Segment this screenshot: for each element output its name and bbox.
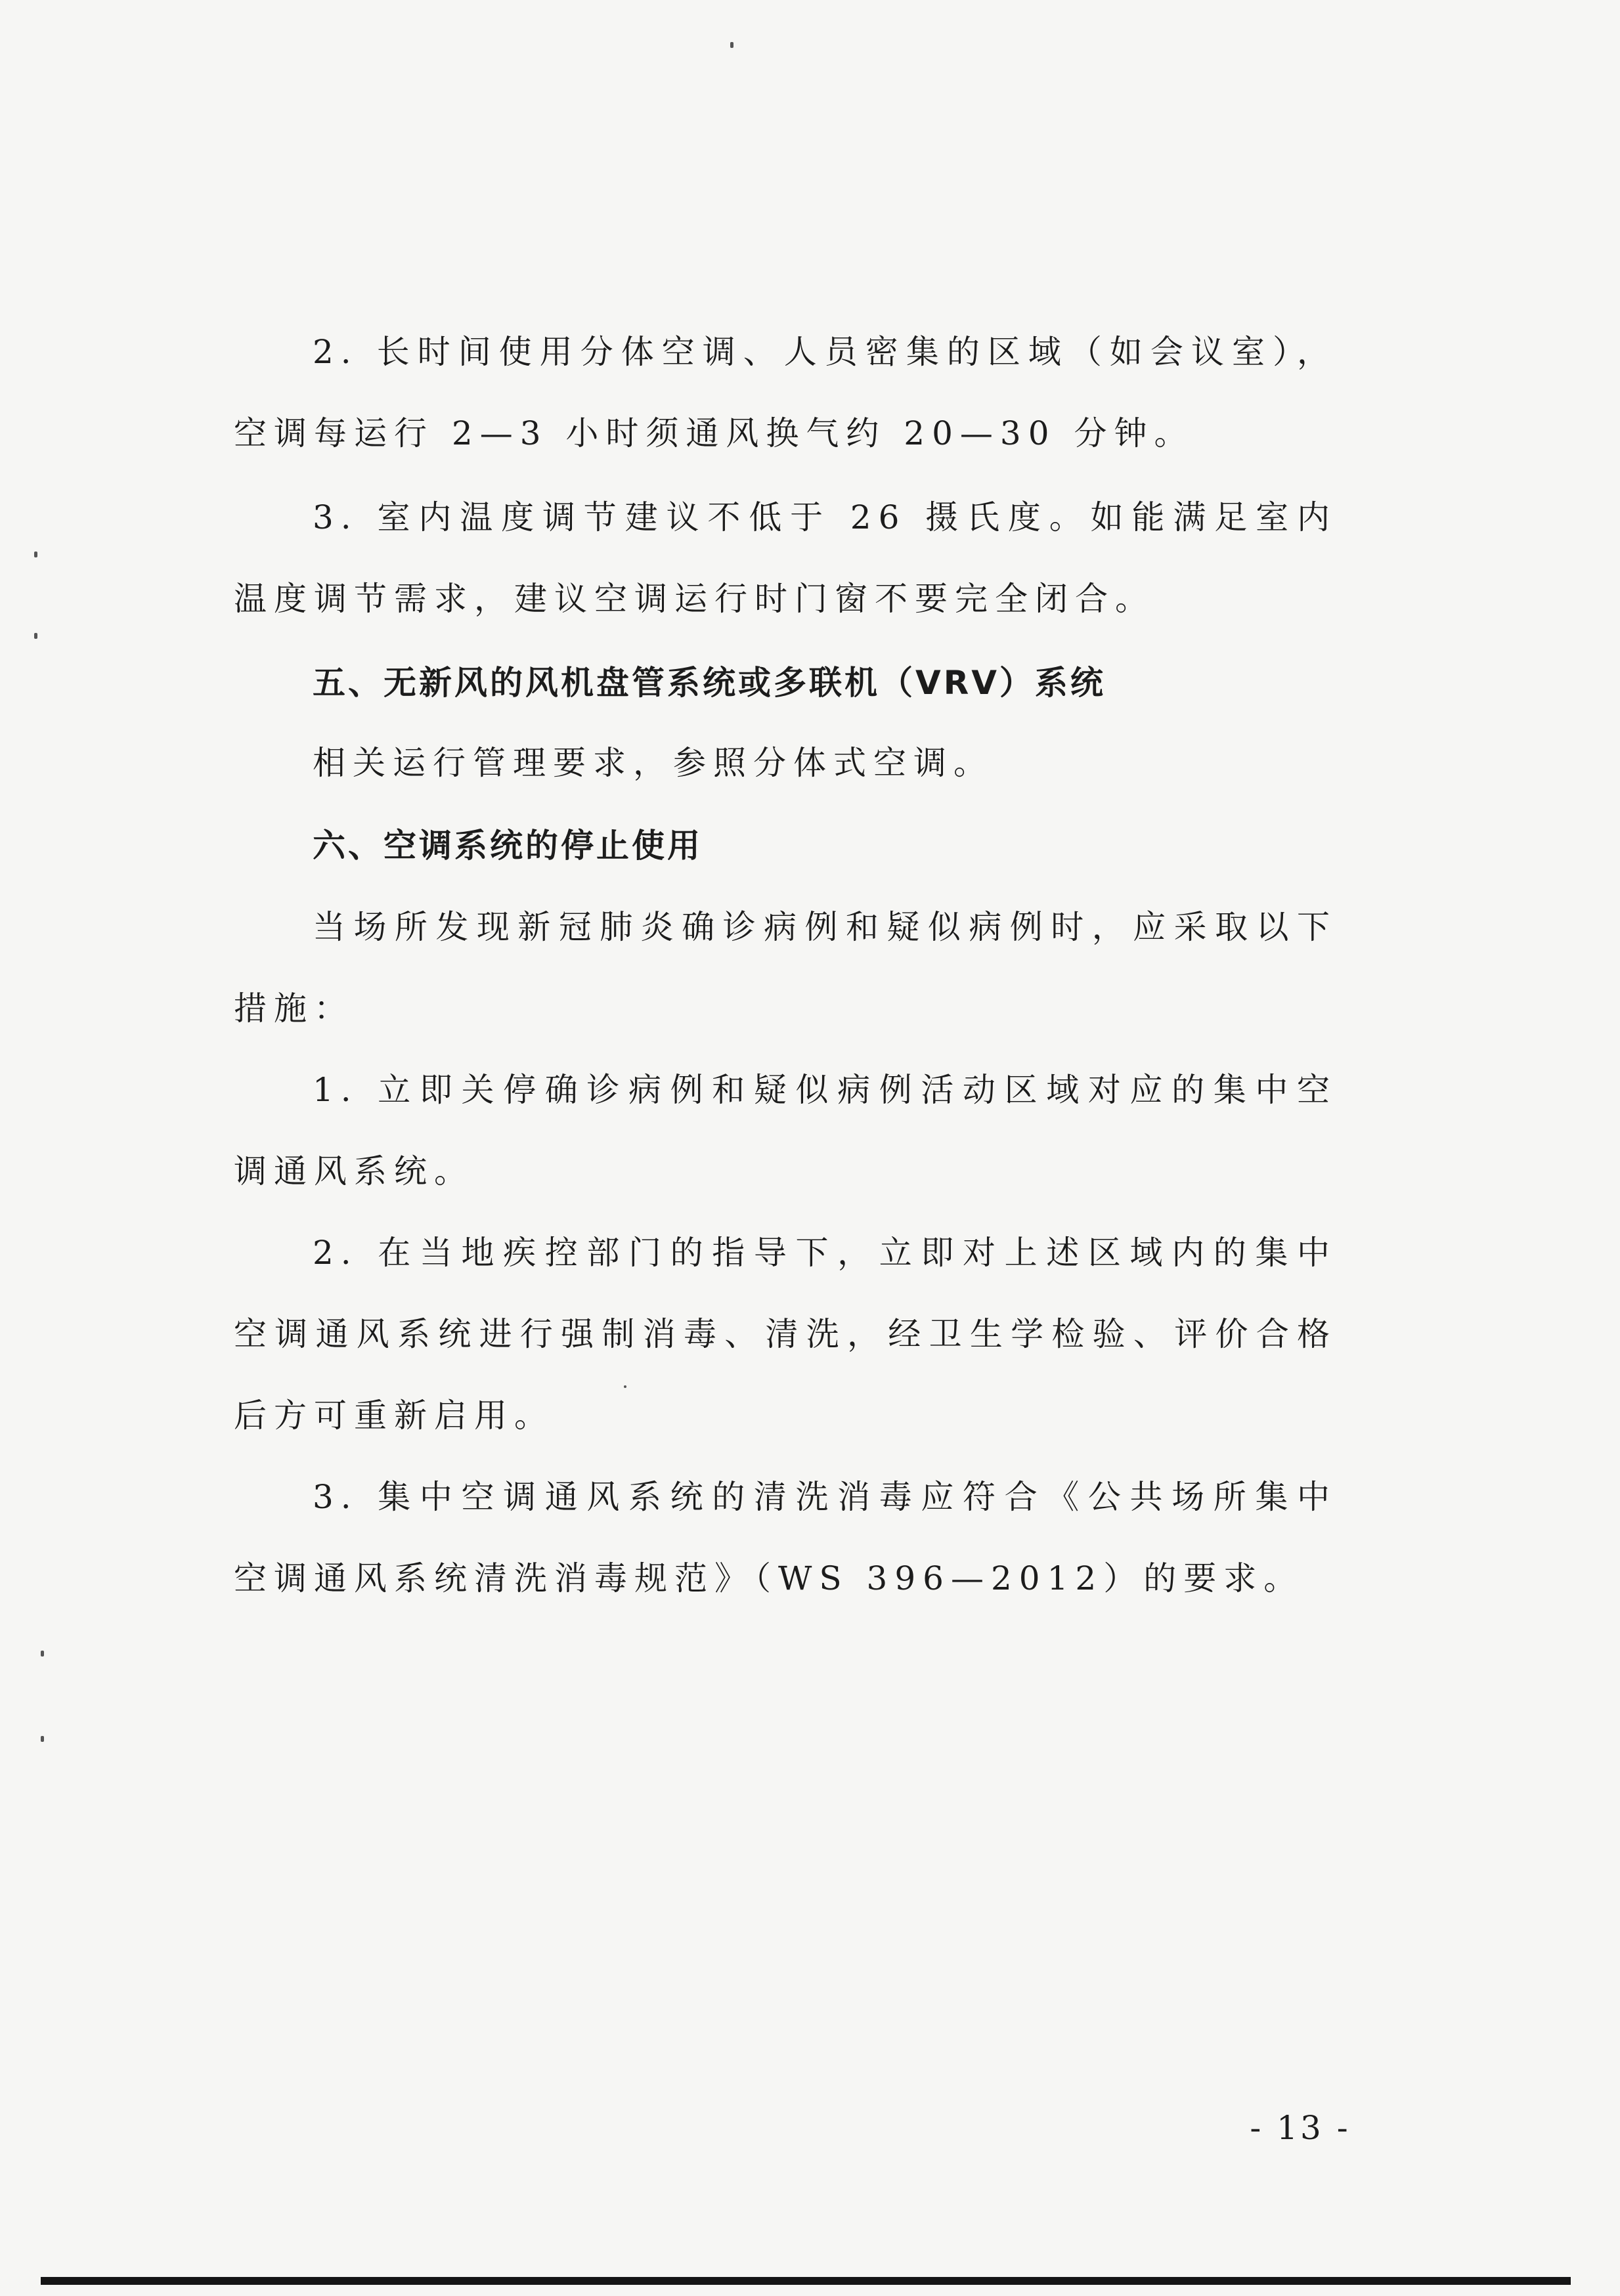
section-heading-six: 六、空调系统的停止使用	[313, 827, 703, 865]
paragraph-split-ac-ventilation: 2. 长时间使用分体空调、人员密集的区域（如会议室），空调每运行 2—3 小时须通风换气约 20—30 分钟。	[234, 333, 1337, 452]
scan-speck	[34, 552, 37, 557]
paragraph-cleaning-standard: 3. 集中空调通风系统的清洗消毒应符合《公共场所集中空调通风系统清洗消毒规范》（WS 396—2012）的要求。	[234, 1478, 1337, 1597]
scan-speck	[41, 1736, 44, 1742]
scan-speck	[730, 42, 733, 48]
section-heading-five: 五、无新风的风机盘管系统或多联机（VRV）系统	[313, 664, 1106, 702]
paragraph-indoor-temperature: 3. 室内温度调节建议不低于 26 摄氏度。如能满足室内温度调节需求，建议空调运行时门窗不要完全闭合。	[234, 498, 1337, 618]
scan-speck	[41, 1651, 44, 1657]
scan-speck	[34, 633, 37, 639]
page-number: - 13 -	[1250, 2109, 1351, 2147]
paragraph-disinfection-cleaning: 2. 在当地疾控部门的指导下，立即对上述区域内的集中空调通风系统进行强制消毒、清洗，经卫生学检验、评价合格后方可重新启用。	[234, 1234, 1337, 1435]
paragraph-measures-intro: 当场所发现新冠肺炎确诊病例和疑似病例时，应采取以下措施：	[234, 908, 1337, 1028]
paragraph-shutdown-system: 1. 立即关停确诊病例和疑似病例活动区域对应的集中空调通风系统。	[234, 1071, 1337, 1190]
bottom-rule	[41, 2277, 1571, 2285]
paragraph-fan-coil-requirements: 相关运行管理要求，参照分体式空调。	[313, 744, 994, 782]
scan-speck	[624, 1385, 626, 1388]
